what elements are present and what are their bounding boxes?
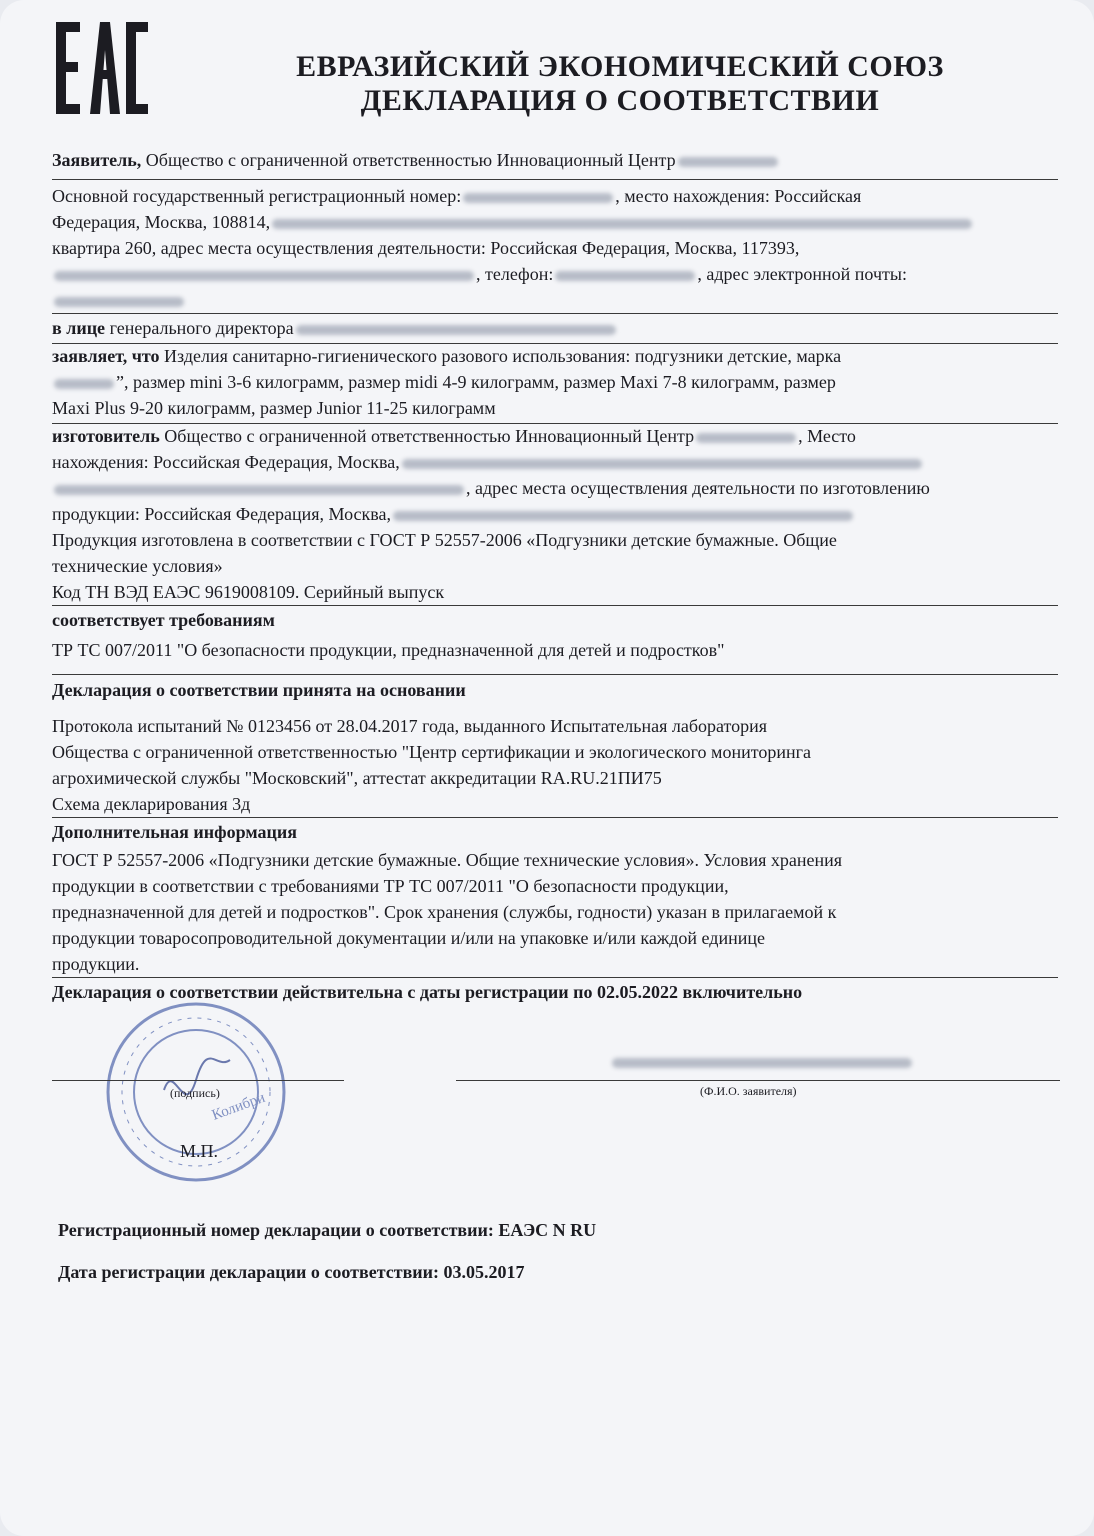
declares-line-2: ”, размер mini 3-6 килограмм, размер midi 4-9 килограмм, размер Maxi 7-8 килограмм, размер <box>52 372 836 393</box>
declares-line-3: Maxi Plus 9-20 килограмм, размер Junior 11-25 килограмм <box>52 398 496 418</box>
divider <box>52 605 1058 606</box>
divider <box>52 343 1058 344</box>
activity-address-line: квартира 260, адрес места осуществления деятельности: Российская Федерация, Москва, 117393, <box>52 238 800 258</box>
manufacturer-line-2: нахождения: Российская Федерация, Москва, <box>52 452 924 473</box>
product-standard-line: Продукция изготовлена в соответствии с ГОСТ Р 52557-2006 «Подгузники детские бумажные. Общие <box>52 530 837 550</box>
applicant-line: Заявитель, Общество с ограниченной ответственностью Инновационный Центр <box>52 150 780 171</box>
eac-logo <box>54 20 150 116</box>
address-line: Федерация, Москва, 108814, <box>52 212 974 233</box>
email-line <box>52 290 186 311</box>
declares-line: заявляет, что Изделия санитарно-гигиенического разового использования: подгузники детские, марка <box>52 346 842 366</box>
basis-line-3: агрохимической службы "Московский", аттестат аккредитации RA.RU.21ПИ75 <box>52 768 662 788</box>
registration-date: Дата регистрации декларации о соответствии: 03.05.2017 <box>58 1262 525 1282</box>
applicant-name-redacted <box>612 1058 912 1068</box>
declaration-title: ДЕКЛАРАЦИЯ О СООТВЕТСТВИИ <box>360 84 880 117</box>
ogrn-line: Основной государственный регистрационный номер: , место нахождения: Российская <box>52 186 862 206</box>
manufacturer-line-3: , адрес места осуществления деятельности по изготовлению <box>52 478 930 499</box>
basis-line-2: Общества с ограниченной ответственностью "Центр сертификации и экологического мониторинга <box>52 742 811 762</box>
requirements-label: соответствует требованиям <box>52 610 275 630</box>
divider <box>52 423 1058 424</box>
registration-number: Регистрационный номер декларации о соответствии: ЕАЭС N RU <box>58 1220 597 1240</box>
basis-label: Декларация о соответствии принята на основании <box>52 680 466 700</box>
basis-line-1: Протокола испытаний № 0123456 от 28.04.2017 года, выданного Испытательная лаборатория <box>52 716 768 736</box>
signature-rule <box>52 1080 344 1081</box>
divider <box>52 179 1058 180</box>
additional-info-line-2: продукции в соответствии с требованиями ТР ТС 007/2011 "О безопасности продукции, <box>52 876 729 896</box>
phone-line: , телефон: , адрес электронной почты: <box>52 264 907 285</box>
additional-info-label: Дополнительная информация <box>52 822 297 842</box>
divider <box>52 313 1058 314</box>
stamp-text: Колибри <box>209 1089 268 1124</box>
additional-info-line-3: предназначенной для детей и подростков". Срок хранения (службы, годности) указан в прилагаемой к <box>52 902 837 922</box>
divider <box>52 817 1058 818</box>
requirements-text: ТР ТС 007/2011 "О безопасности продукции, предназначенной для детей и подростков" <box>52 640 725 660</box>
name-caption: (Ф.И.О. заявителя) <box>700 1084 797 1098</box>
union-title: ЕВРАЗИЙСКИЙ ЭКОНОМИЧЕСКИЙ СОЮЗ <box>296 50 944 83</box>
manufacturer-line: изготовитель Общество с ограниченной ответственностью Инновационный Центр , Место <box>52 426 856 446</box>
validity-line: Декларация о соответствии действительна с даты регистрации по 02.05.2022 включительно <box>52 982 803 1002</box>
representative-line: в лице генерального директора <box>52 318 618 339</box>
manufacturer-line-4: продукции: Российская Федерация, Москва, <box>52 504 855 525</box>
signature-caption: (подпись) <box>170 1086 220 1100</box>
name-rule <box>456 1080 1060 1081</box>
additional-info-line-1: ГОСТ Р 52557-2006 «Подгузники детские бумажные. Общие технические условия». Условия хранения <box>52 850 843 870</box>
mp-label: М.П. <box>180 1141 219 1161</box>
divider <box>52 977 1058 978</box>
scheme-line: Схема декларирования 3д <box>52 794 251 814</box>
divider <box>52 674 1058 675</box>
additional-info-line-4: продукции товаросопроводительной документации и/или на упаковке и/или каждой единице <box>52 928 765 948</box>
product-standard-line-2: технические условия» <box>52 556 223 576</box>
code-line: Код ТН ВЭД ЕАЭС 9619008109. Серийный выпуск <box>52 582 445 602</box>
additional-info-line-5: продукции. <box>52 954 140 974</box>
